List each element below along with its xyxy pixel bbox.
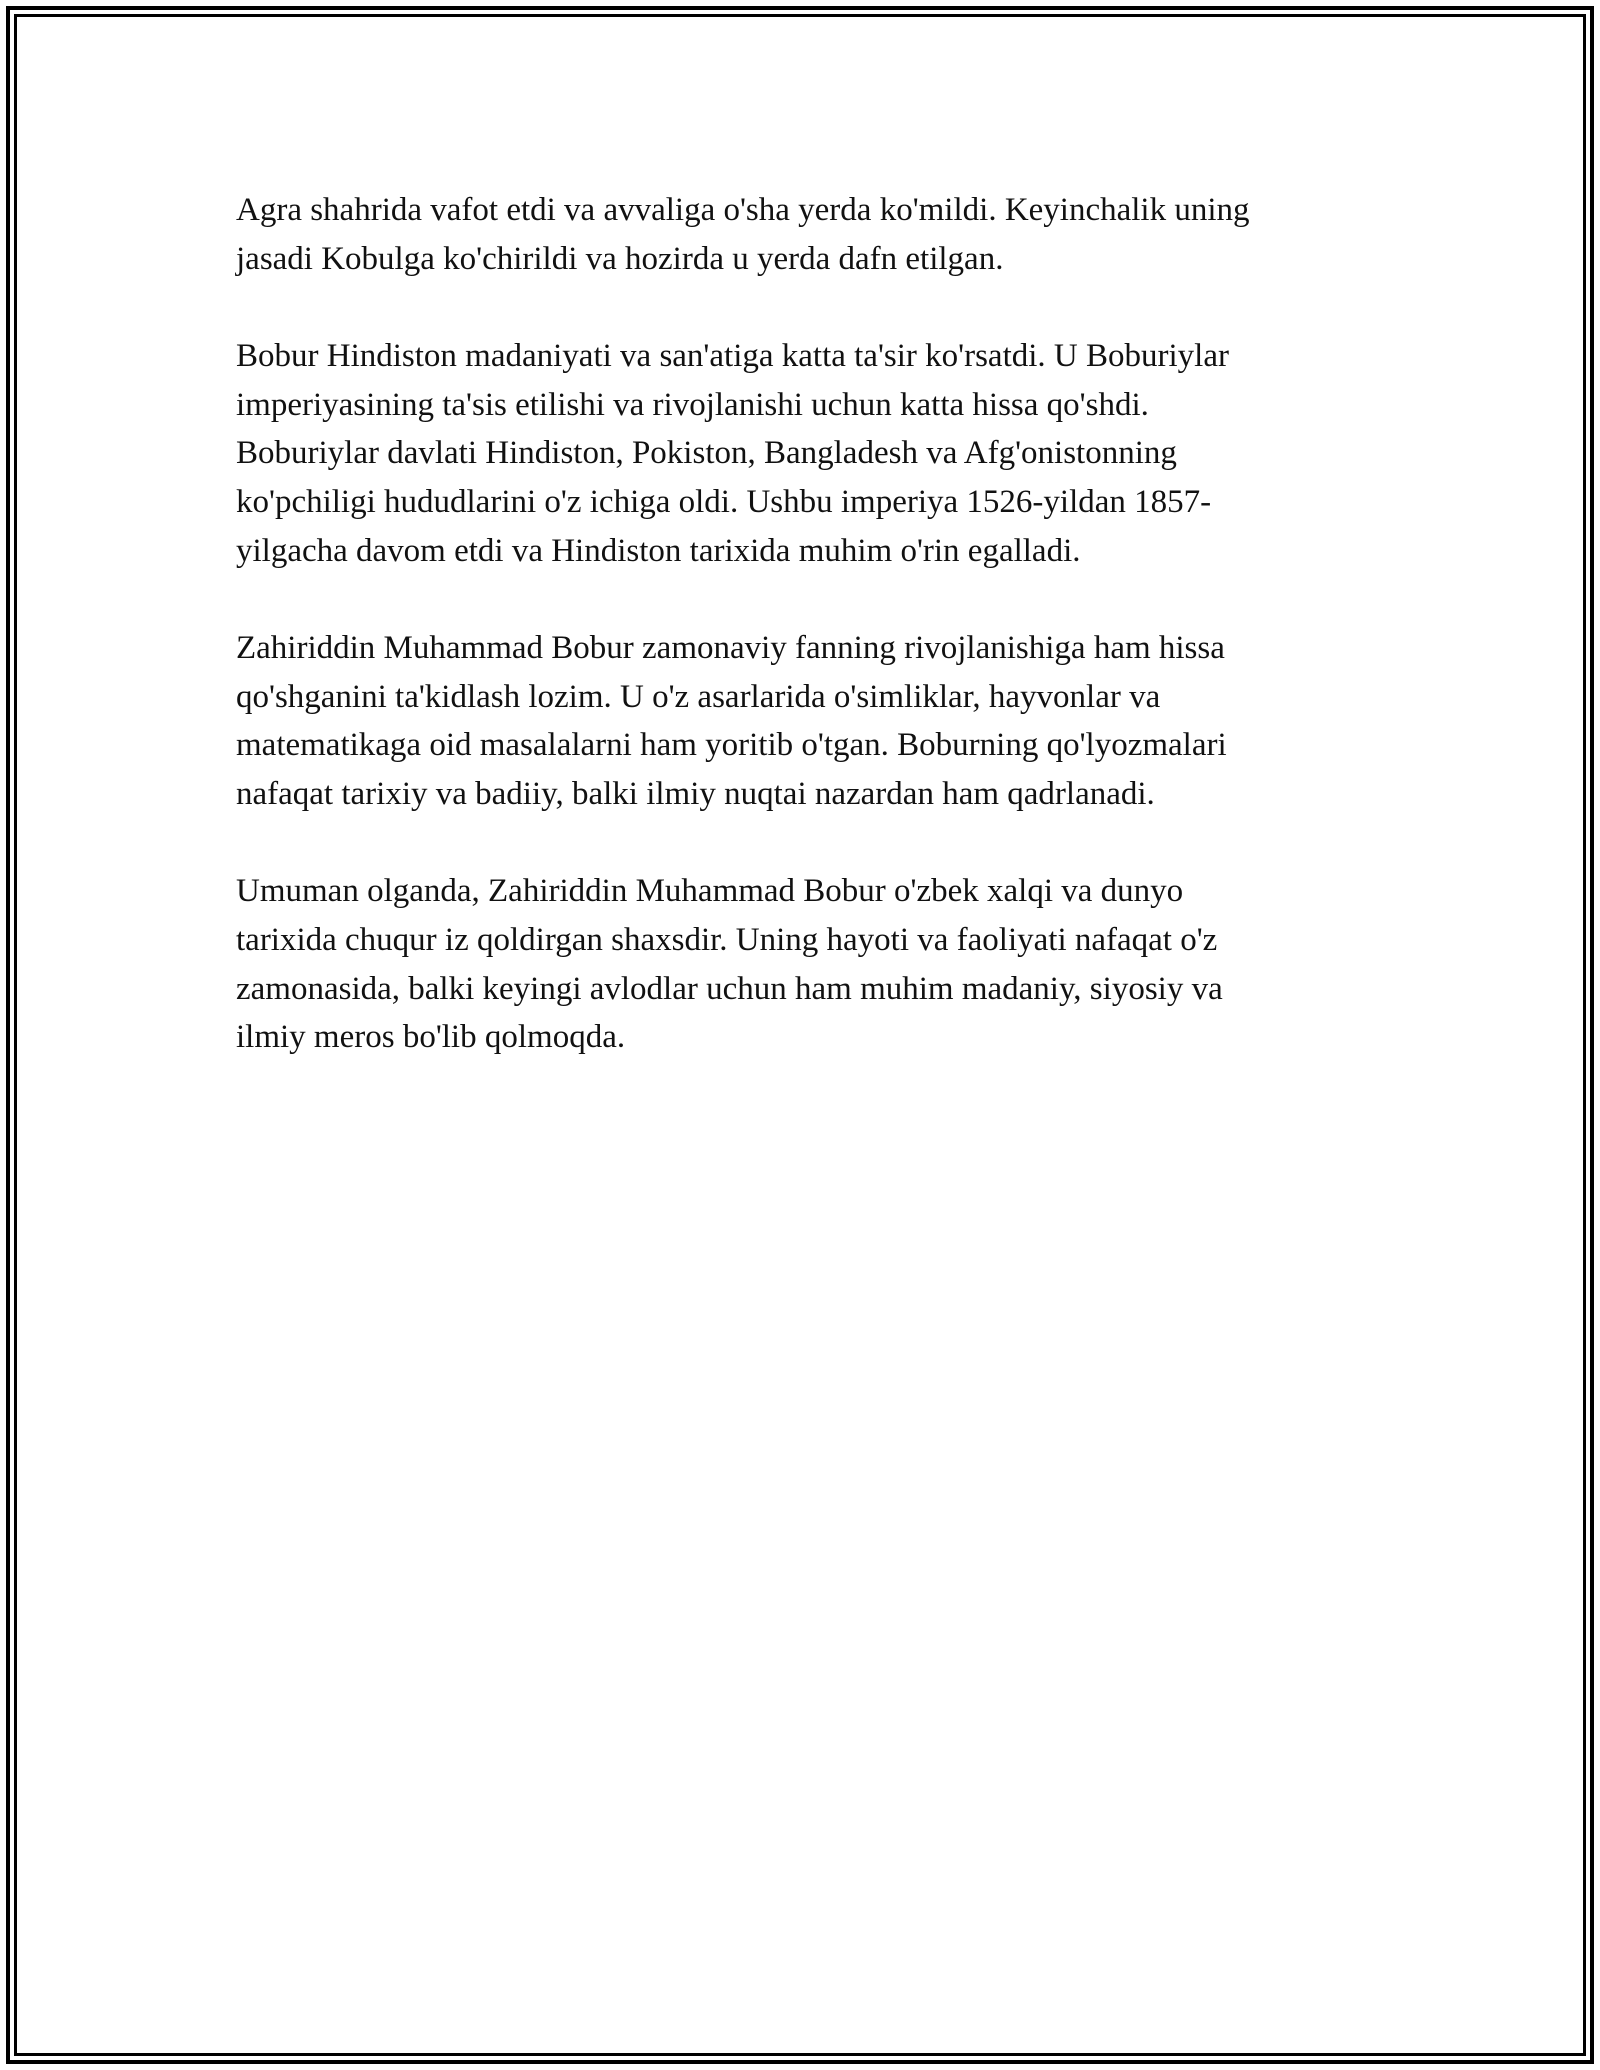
text-line: Agra shahrida vafot etdi va avvaliga o'sha yerda ko'mildi. Keyinchalik uning xyxy=(236,192,1250,228)
text-line: qo'shganini ta'kidlash lozim. U o'z asarlarida o'simliklar, hayvonlar va xyxy=(236,678,1161,715)
text-line: imperiyasining ta'sis etilishi va rivojlanishi uchun katta hissa qo'shdi. xyxy=(236,386,1149,423)
text-line: jasadi Kobulga ko'chirildi va hozirda u yerda dafn etilgan. xyxy=(236,240,1004,277)
paragraph-4 xyxy=(236,867,1376,1062)
text-line: Bobur Hindiston madaniyati va san'atiga katta ta'sir ko'rsatdi. U Boburiylar xyxy=(236,337,1229,374)
text-line: Boburiylar davlati Hindiston, Pokiston, Bangladesh va Afg'onistonning xyxy=(236,435,1177,472)
text-line: matematikaga oid masalalarni ham yoritib o'tgan. Boburning qo'lyozmalari xyxy=(236,727,1227,764)
text-line: yilgacha davom etdi va Hindiston tarixida muhim o'rin egalladi. xyxy=(236,532,1081,569)
text-line: Zahiriddin Muhammad Bobur zamonaviy fanning rivojlanishiga ham hissa xyxy=(236,629,1225,666)
paragraph-2 xyxy=(236,332,1376,576)
text-line: Umuman olganda, Zahiriddin Muhammad Bobur o'zbek xalqi va dunyo xyxy=(236,873,1184,910)
text-line: tarixida chuqur iz qoldirgan shaxsdir. Uning hayoti va faoliyati nafaqat o'z xyxy=(236,921,1218,958)
text-line: nafaqat tarixiy va badiiy, balki ilmiy nuqtai nazardan ham qadrlanadi. xyxy=(236,776,1155,813)
document-body xyxy=(236,186,1376,1111)
paragraph-1 xyxy=(236,186,1376,283)
paragraph-3 xyxy=(236,624,1376,819)
text-line: ilmiy meros bo'lib qolmoqda. xyxy=(236,1019,626,1056)
text-line: zamonasida, balki keyingi avlodlar uchun ham muhim madaniy, siyosiy va xyxy=(236,970,1223,1007)
text-line: ko'pchiligi hududlarini o'z ichiga oldi. Ushbu imperiya 1526-yildan 1857- xyxy=(236,484,1212,521)
